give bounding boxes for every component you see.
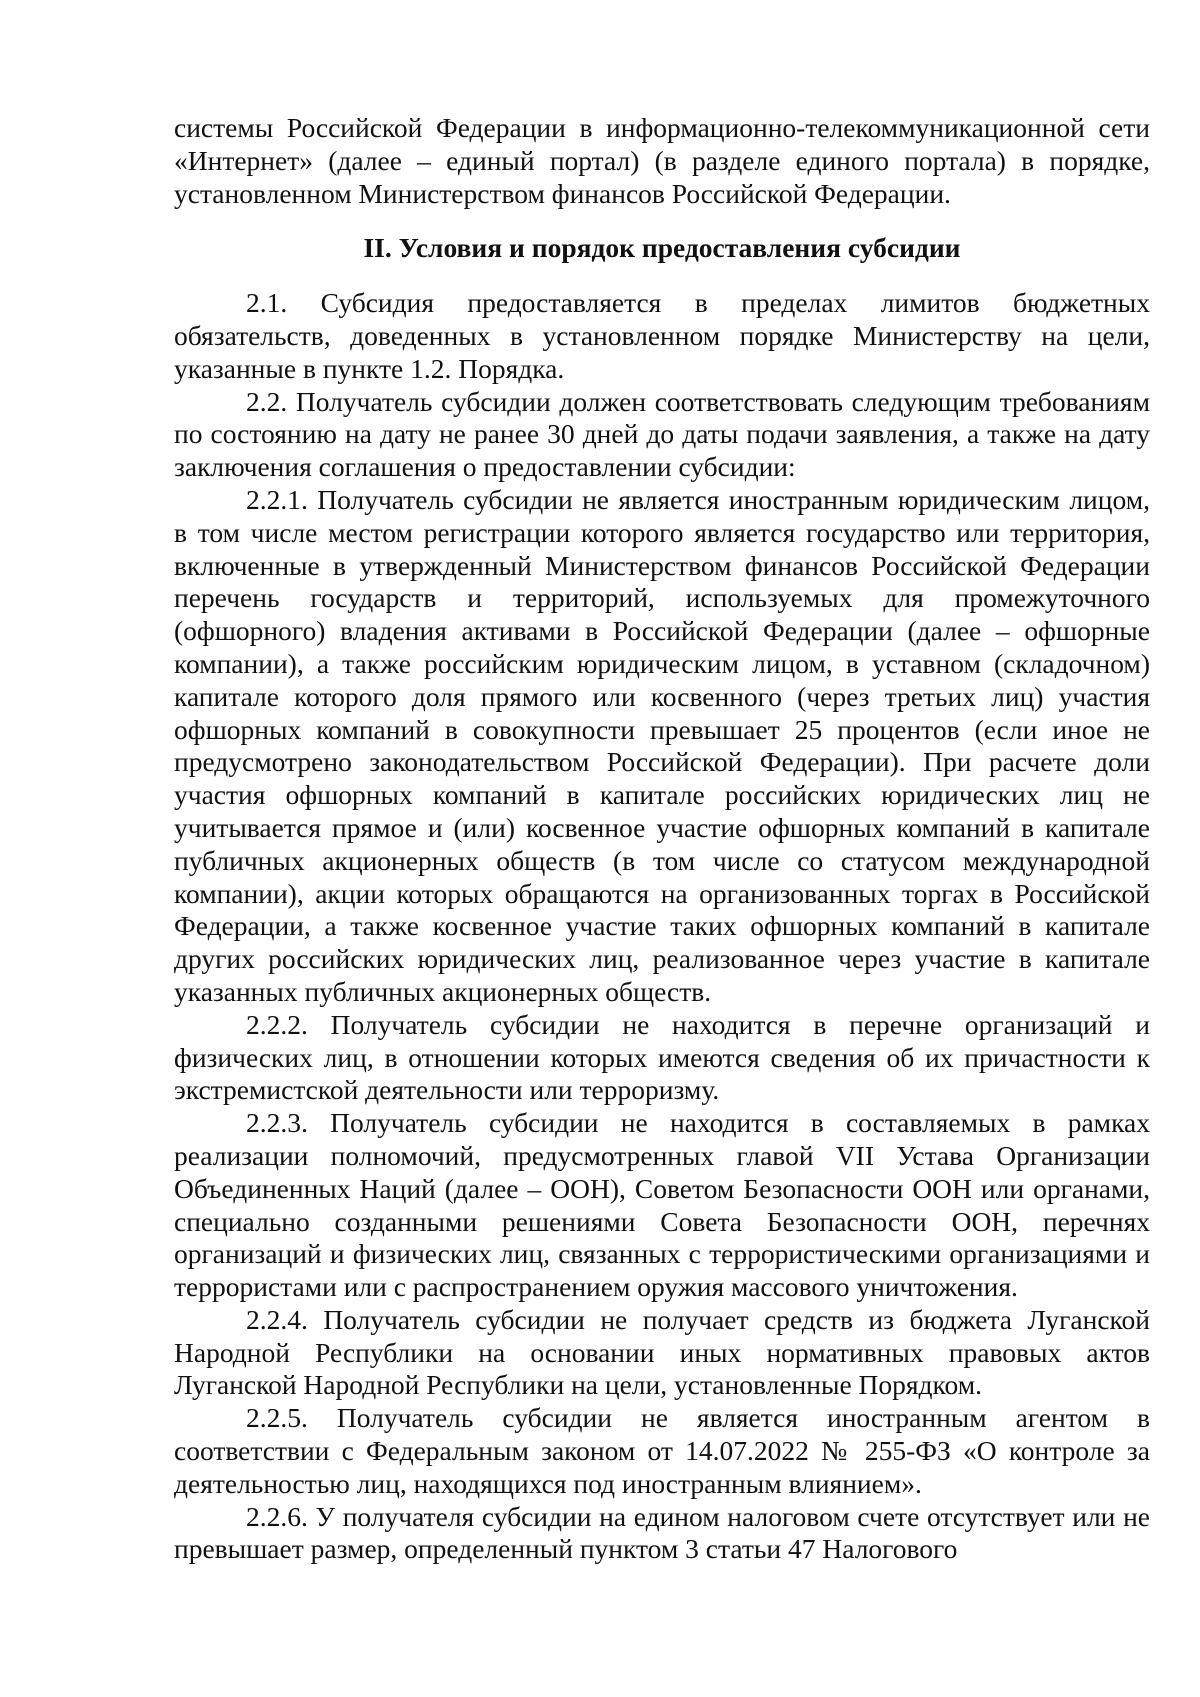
section-heading: II. Условия и порядок предоставления субсидии <box>363 232 961 264</box>
paragraph-2-1: 2.1. Субсидия предоставляется в пределах лимитов бюджетных обязательств, доведенных в установленном порядке Министерству на цели, указанные в пункте 1.2. Порядка. <box>174 287 1150 384</box>
paragraph-2-2: 2.2. Получатель субсидии должен соответствовать следующим требованиям по состоянию на дату не ранее 30 дней до даты подачи заявления, а также на дату заключения соглашения о предоставлении субсидии: <box>174 385 1150 483</box>
paragraph-2-2-5: 2.2.5. Получатель субсидии не является иностранным агентом в соответствии с Федеральным законом от 14.07.2022 № 255-ФЗ «О контроле за деятельностью лиц, находящихся под иностранным влиянием». <box>174 1402 1150 1499</box>
document-page <box>174 112 1150 1566</box>
paragraph-2-2-3: 2.2.3. Получатель субсидии не находится в составляемых в рамках реализации полномочий, предусмотренных главой VII Устава Организации Объединенных Наций (далее – ООН), Советом Безопасности ООН или органами, специально созданными решениями Совета Безопасности ООН, перечнях организаций и физических лиц, связанных с террористическими организациями и террористами или с распространением оружия массового уничтожения. <box>174 1107 1150 1303</box>
paragraph-2-2-6: 2.2.6. У получателя субсидии на едином налоговом счете отсутствует или не превышает размер, определенный пунктом 3 статьи 47 Налогового <box>174 1500 1150 1565</box>
intro-paragraph: системы Российской Федерации в информационно-телекоммуникационной сети «Интернет» (далее – единый портал) (в разделе единого портала) в порядке, установленном Министерством финансов Российской Федерации. <box>174 112 1150 209</box>
paragraph-2-2-4: 2.2.4. Получатель субсидии не получает средств из бюджета Луганской Народной Республики на основании иных нормативных правовых актов Луганской Народной Республики на цели, установленные Порядком. <box>174 1303 1150 1401</box>
paragraph-2-2-1: 2.2.1. Получатель субсидии не является иностранным юридическим лицом, в том числе местом регистрации которого является государство или территория, включенные в утвержденный Министерством финансов Российской Федерации перечень государств и территорий, используемых для промежуточного (офшорного) владения активами в Российской Федерации (далее – офшорные компании), а также российским юридическим лицом, в уставном (складочном) капитале которого доля прямого или косвенного (через третьих лиц) участия офшорных компаний в совокупности превышает 25 процентов (если иное не предусмотрено законодательством Российской Федерации). При расчете доли участия офшорных компаний в капитале российских юридических лиц не учитывается прямое и (или) косвенное участие офшорных компаний в капитале публичных акционерных обществ (в том числе со статусом международной компании), акции которых обращаются на организованных торгах в Российской Федерации, а также косвенное участие таких офшорных компаний в капитале других российских юридических лиц, реализованное через участие в капитале указанных публичных акционерных обществ. <box>174 483 1150 1007</box>
paragraph-2-2-2: 2.2.2. Получатель субсидии не находится в перечне организаций и физических лиц, в отношении которых имеются сведения об их причастности к экстремистской деятельности или терроризму. <box>174 1008 1150 1106</box>
